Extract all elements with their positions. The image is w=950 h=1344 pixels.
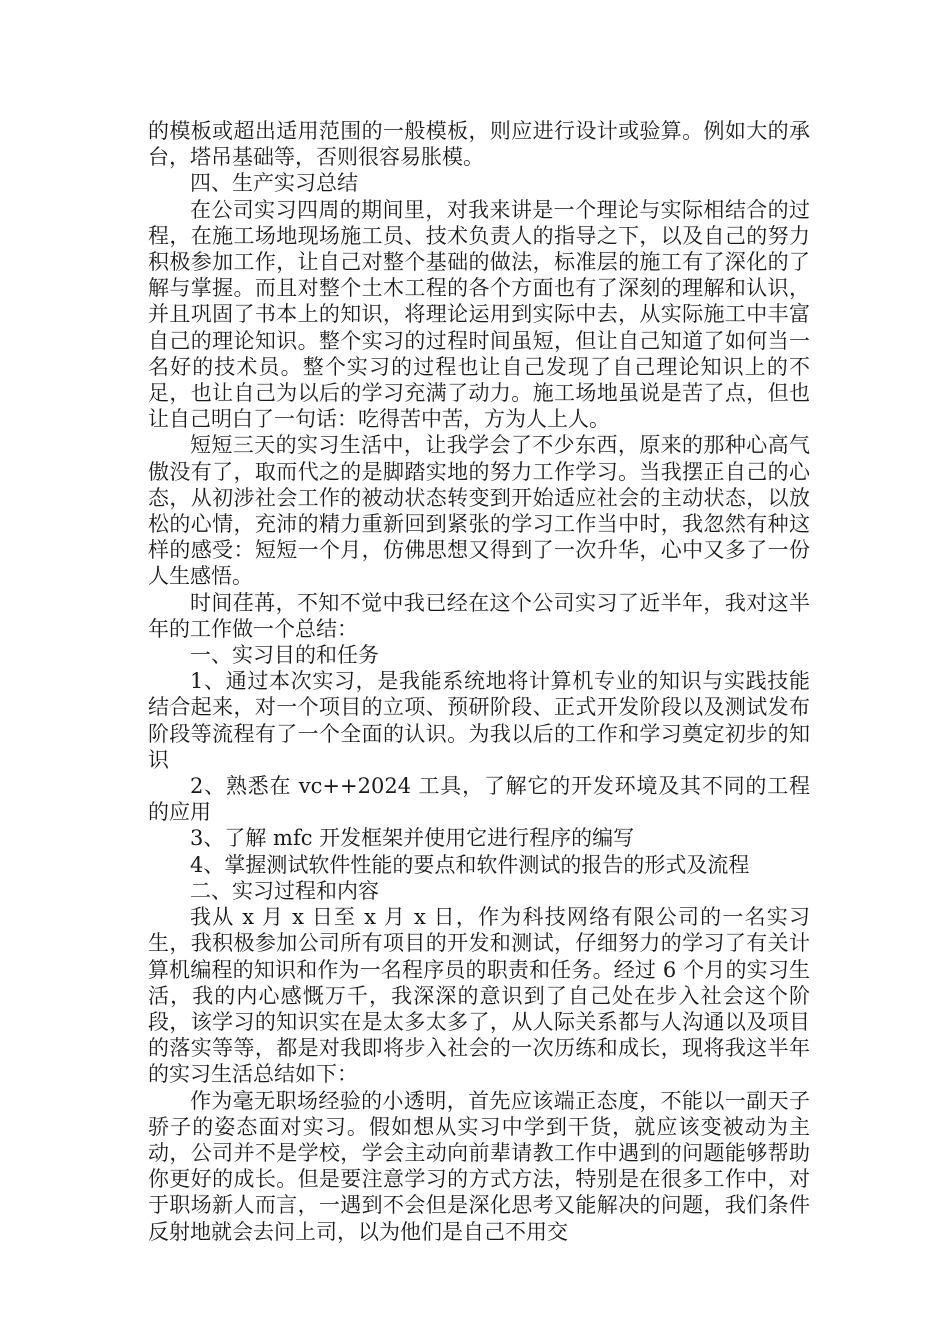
paragraph-continuation: 的模板或超出适用范围的一般模板，则应进行设计或验算。例如大的承台，塔吊基础等，否则很容易胀模。 [148, 119, 810, 170]
paragraph-company-internship: 在公司实习四周的期间里，对我来讲是一个理论与实际相结合的过程，在施工场地现场施工员、技术负责人的指导之下，以及自己的努力积极参加工作，让自己对整个基础的做法，标准层的施工有了深化的了解与掌握。而且对整个土木工程的各个方面也有了深刻的理解和认识，并且巩固了书本上的知识，将理论运用到实际中去，从实际施工中丰富自己的理论知识。整个实习的过程时间虽短，但让自己知道了如何当一名好的技术员。整个实习的过程也让自己发现了自己理论知识上的不足，也让自己为以后的学习充满了动力。施工场地虽说是苦了点，但也让自己明白了一句话：吃得苦中苦，方为人上人。 [148, 197, 810, 432]
list-item-3: 3、了解 mfc 开发框架并使用它进行程序的编写 [190, 826, 635, 851]
paragraph-internship-period: 我从 x 月 x 日至 x 月 x 日，作为科技网络有限公司的一名实习生，我积极参加公司所有项目的开发和测试，仔细努力的学习了有关计算机编程的知识和作为一名程序员的职责和任务。经过 6 个月的实习生活，我的内心感慨万千，我深深的意识到了自己处在步入社会这个阶段，该学习的知识实在是太多太多了，从人际关系都与人沟通以及项目的落实等等，都是对我即将步入社会的一次历练和成长，现将我这半年的实习生活总结如下： [148, 905, 810, 1087]
paragraph-short-internship: 短短三天的实习生活中，让我学会了不少东西，原来的那种心高气傲没有了，取而代之的是脚踏实地的努力工作学习。当我摆正自己的心态，从初涉社会工作的被动状态转变到开始适应社会的主动状态，以放松的心情，充沛的精力重新回到紧张的学习工作当中时，我忽然有种这样的感受：短短一个月，仿佛思想又得到了一次升华，心中又多了一份人生感悟。 [148, 433, 810, 589]
document-body [148, 118, 810, 1245]
paragraph-attitude: 作为毫无职场经验的小透明，首先应该端正态度，不能以一副天子骄子的姿态面对实习。假如想从实习中学到干货，就应该变被动为主动，公司并不是学校，学会主动向前辈请教工作中遇到的问题能够帮助你更好的成长。但是要注意学习的方式方法，特别是在很多工作中，对于职场新人而言，一遇到不会但是深化思考又能解决的问题，我们条件反射地就会去问上司，以为他们是自己不用交 [148, 1088, 810, 1244]
section-heading-process-content: 二、实习过程和内容 [190, 878, 379, 903]
list-item-2: 2、熟悉在 vc++2024 工具，了解它的开发环境及其不同的工程的应用 [148, 774, 810, 825]
list-item-4: 4、掌握测试软件性能的要点和软件测试的报告的形式及流程 [190, 852, 750, 877]
paragraph-half-year-summary: 时间荏苒，不知不觉中我已经在这个公司实习了近半年，我对这半年的工作做一个总结： [148, 590, 810, 641]
list-item-1: 1、通过本次实习，是我能系统地将计算机专业的知识与实践技能结合起来，对一个项目的立项、预研阶段、正式开发阶段以及测试发布阶段等流程有了一个全面的认识。为我以后的工作和学习奠定初步的知识 [148, 669, 810, 772]
section-heading-purpose-tasks: 一、实习目的和任务 [190, 643, 379, 668]
section-heading-internship-summary: 四、生产实习总结 [190, 171, 358, 196]
